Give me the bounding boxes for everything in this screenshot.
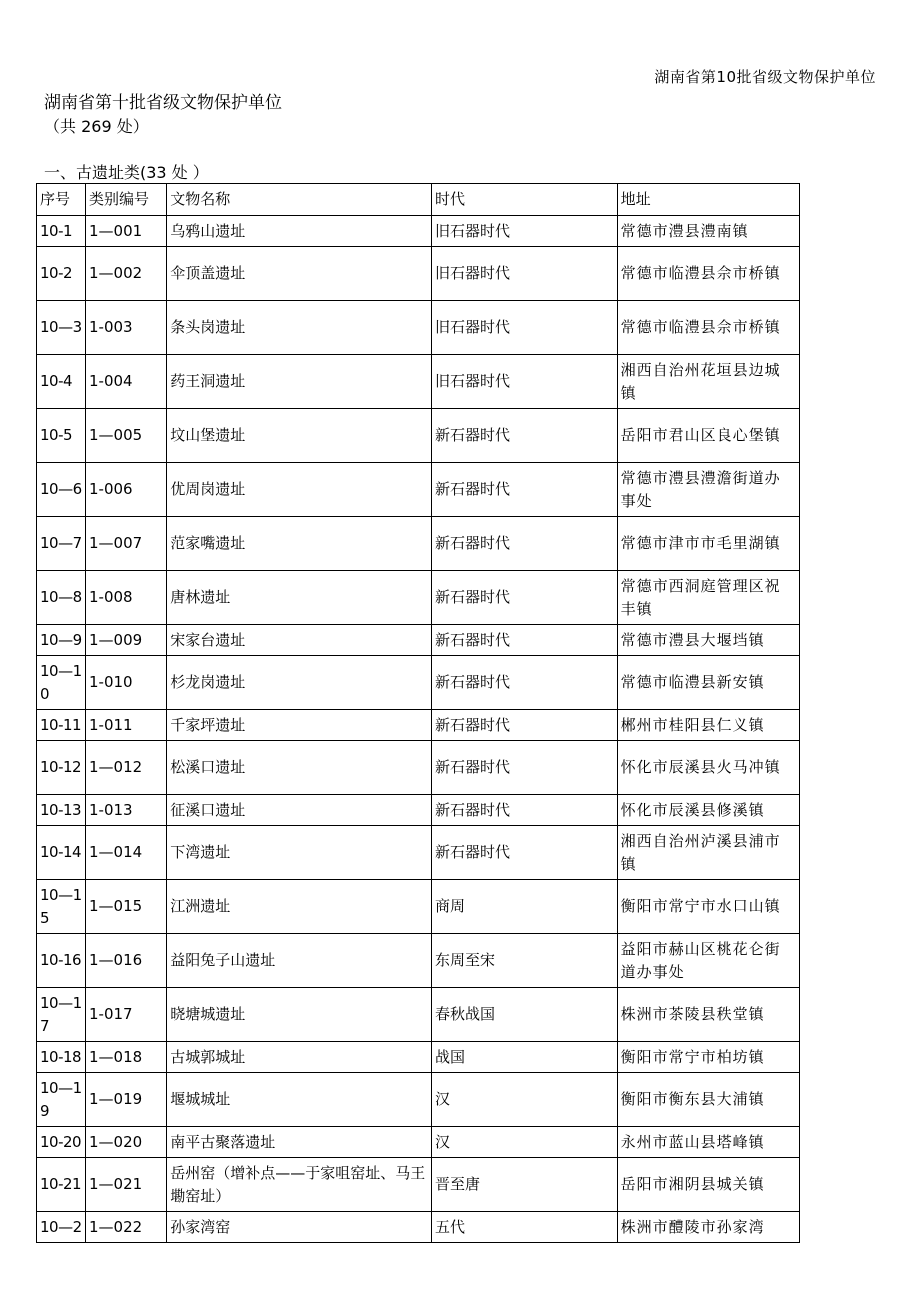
- cell-era: 春秋战国: [432, 988, 618, 1042]
- table-row: [37, 216, 800, 247]
- cell-address: 常德市澧县澧南镇: [617, 216, 799, 247]
- cell-era: 新石器时代: [432, 795, 618, 826]
- cell-name: 条头岗遗址: [167, 301, 432, 355]
- cell-name: 孙家湾窑: [167, 1212, 432, 1243]
- cell-address: 株洲市茶陵县秩堂镇: [617, 988, 799, 1042]
- cell-no: 10-12: [37, 741, 86, 795]
- cell-name: 伞顶盖遗址: [167, 247, 432, 301]
- cell-address: 常德市澧县澧澹街道办事处: [617, 463, 799, 517]
- cell-era: 旧石器时代: [432, 216, 618, 247]
- cell-name: 乌鸦山遗址: [167, 216, 432, 247]
- table-row: [37, 1042, 800, 1073]
- column-header-address: 地址: [617, 184, 799, 216]
- cell-no: 10-21: [37, 1158, 86, 1212]
- table-row: [37, 795, 800, 826]
- cell-no: 10-20: [37, 1127, 86, 1158]
- cell-code: 1-017: [85, 988, 166, 1042]
- table-row: [37, 517, 800, 571]
- cell-era: 旧石器时代: [432, 301, 618, 355]
- column-header-code: 类别编号: [85, 184, 166, 216]
- table-body: [37, 216, 800, 1243]
- cell-name: 坟山堡遗址: [167, 409, 432, 463]
- cell-era: 新石器时代: [432, 571, 618, 625]
- cell-no: 10—10: [37, 656, 86, 710]
- table-row: [37, 409, 800, 463]
- cell-code: 1—001: [85, 216, 166, 247]
- cell-era: 旧石器时代: [432, 247, 618, 301]
- cell-era: 新石器时代: [432, 656, 618, 710]
- table-header-row: [37, 184, 800, 216]
- cell-code: 1—019: [85, 1073, 166, 1127]
- cell-name: 下湾遗址: [167, 826, 432, 880]
- cell-no: 10—6: [37, 463, 86, 517]
- cell-code: 1-003: [85, 301, 166, 355]
- cell-address: 常德市临澧县新安镇: [617, 656, 799, 710]
- cell-no: 10—8: [37, 571, 86, 625]
- cell-address: 常德市临澧县佘市桥镇: [617, 247, 799, 301]
- cell-name: 杉龙岗遗址: [167, 656, 432, 710]
- cell-code: 1-008: [85, 571, 166, 625]
- cell-address: 衡阳市常宁市水口山镇: [617, 880, 799, 934]
- cell-no: 10-14: [37, 826, 86, 880]
- cell-code: 1-004: [85, 355, 166, 409]
- section-title: 一、古遗址类(33 处 ）: [44, 163, 209, 182]
- cell-no: 10—15: [37, 880, 86, 934]
- cell-address: 衡阳市常宁市柏坊镇: [617, 1042, 799, 1073]
- cell-name: 优周岗遗址: [167, 463, 432, 517]
- cell-era: 新石器时代: [432, 826, 618, 880]
- cell-era: 东周至宋: [432, 934, 618, 988]
- cell-no: 10-1: [37, 216, 86, 247]
- table-row: [37, 571, 800, 625]
- cell-no: 10-2: [37, 247, 86, 301]
- cell-no: 10-11: [37, 710, 86, 741]
- cell-no: 10-5: [37, 409, 86, 463]
- cell-address: 永州市蓝山县塔峰镇: [617, 1127, 799, 1158]
- cell-address: 湘西自治州花垣县边城镇: [617, 355, 799, 409]
- cell-era: 汉: [432, 1127, 618, 1158]
- cell-name: 唐林遗址: [167, 571, 432, 625]
- table-row: [37, 656, 800, 710]
- cell-era: 战国: [432, 1042, 618, 1073]
- cell-code: 1—015: [85, 880, 166, 934]
- cell-name: 千家坪遗址: [167, 710, 432, 741]
- cell-code: 1—007: [85, 517, 166, 571]
- cell-address: 岳阳市湘阴县城关镇: [617, 1158, 799, 1212]
- cell-name: 晓塘城遗址: [167, 988, 432, 1042]
- cell-era: 晋至唐: [432, 1158, 618, 1212]
- cell-code: 1—012: [85, 741, 166, 795]
- cell-era: 新石器时代: [432, 625, 618, 656]
- cell-name: 松溪口遗址: [167, 741, 432, 795]
- cell-address: 常德市临澧县佘市桥镇: [617, 301, 799, 355]
- cell-era: 商周: [432, 880, 618, 934]
- cell-address: 衡阳市衡东县大浦镇: [617, 1073, 799, 1127]
- cell-no: 10—17: [37, 988, 86, 1042]
- cell-era: 汉: [432, 1073, 618, 1127]
- cell-name: 范家嘴遗址: [167, 517, 432, 571]
- cell-address: 常德市津市市毛里湖镇: [617, 517, 799, 571]
- table-row: [37, 988, 800, 1042]
- table-row: [37, 880, 800, 934]
- cell-address: 怀化市辰溪县修溪镇: [617, 795, 799, 826]
- document-title: 湖南省第十批省级文物保护单位: [44, 93, 282, 113]
- cell-name: 宋家台遗址: [167, 625, 432, 656]
- running-header: 湖南省第10批省级文物保护单位: [654, 68, 876, 86]
- cell-code: 1-013: [85, 795, 166, 826]
- cell-address: 湘西自治州泸溪县浦市镇: [617, 826, 799, 880]
- cell-era: 新石器时代: [432, 409, 618, 463]
- cell-no: 10—9: [37, 625, 86, 656]
- table-row: [37, 1158, 800, 1212]
- cell-code: 1—014: [85, 826, 166, 880]
- cell-address: 益阳市赫山区桃花仑街道办事处: [617, 934, 799, 988]
- table-row: [37, 247, 800, 301]
- cell-code: 1-011: [85, 710, 166, 741]
- cell-name: 岳州窑（增补点——于家咀窑址、马王墈窑址）: [167, 1158, 432, 1212]
- cell-era: 新石器时代: [432, 517, 618, 571]
- cell-no: 10—7: [37, 517, 86, 571]
- cell-era: 新石器时代: [432, 741, 618, 795]
- cell-name: 药王洞遗址: [167, 355, 432, 409]
- cell-name: 益阳兔子山遗址: [167, 934, 432, 988]
- table-row: [37, 826, 800, 880]
- cell-code: 1—022: [85, 1212, 166, 1243]
- cell-name: 古城郭城址: [167, 1042, 432, 1073]
- column-header-no: 序号: [37, 184, 86, 216]
- cell-code: 1—018: [85, 1042, 166, 1073]
- cell-code: 1—002: [85, 247, 166, 301]
- column-header-name: 文物名称: [167, 184, 432, 216]
- column-header-era: 时代: [432, 184, 618, 216]
- cell-address: 岳阳市君山区良心堡镇: [617, 409, 799, 463]
- cell-code: 1—005: [85, 409, 166, 463]
- cell-no: 10—3: [37, 301, 86, 355]
- cell-code: 1-010: [85, 656, 166, 710]
- table-row: [37, 301, 800, 355]
- cell-address: 怀化市辰溪县火马冲镇: [617, 741, 799, 795]
- table-row: [37, 710, 800, 741]
- table-row: [37, 463, 800, 517]
- cell-era: 五代: [432, 1212, 618, 1243]
- heritage-sites-table: [36, 183, 800, 1243]
- table-row: [37, 1127, 800, 1158]
- cell-address: 常德市西洞庭管理区祝丰镇: [617, 571, 799, 625]
- table-row: [37, 934, 800, 988]
- cell-no: 10-4: [37, 355, 86, 409]
- cell-no: 10-16: [37, 934, 86, 988]
- cell-no: 10—2: [37, 1212, 86, 1243]
- cell-name: 南平古聚落遗址: [167, 1127, 432, 1158]
- cell-address: 常德市澧县大堰垱镇: [617, 625, 799, 656]
- cell-address: 郴州市桂阳县仁义镇: [617, 710, 799, 741]
- table-row: [37, 1073, 800, 1127]
- cell-code: 1—020: [85, 1127, 166, 1158]
- cell-code: 1—009: [85, 625, 166, 656]
- cell-name: 征溪口遗址: [167, 795, 432, 826]
- document-total-count: （共 269 处）: [44, 117, 149, 136]
- cell-code: 1—016: [85, 934, 166, 988]
- cell-era: 新石器时代: [432, 463, 618, 517]
- cell-era: 新石器时代: [432, 710, 618, 741]
- table-row: [37, 1212, 800, 1243]
- cell-code: 1—021: [85, 1158, 166, 1212]
- table-row: [37, 741, 800, 795]
- cell-code: 1-006: [85, 463, 166, 517]
- cell-name: 江洲遗址: [167, 880, 432, 934]
- cell-era: 旧石器时代: [432, 355, 618, 409]
- cell-no: 10—19: [37, 1073, 86, 1127]
- cell-no: 10-18: [37, 1042, 86, 1073]
- table-row: [37, 625, 800, 656]
- cell-name: 堰城城址: [167, 1073, 432, 1127]
- cell-address: 株洲市醴陵市孙家湾: [617, 1212, 799, 1243]
- table-row: [37, 355, 800, 409]
- cell-no: 10-13: [37, 795, 86, 826]
